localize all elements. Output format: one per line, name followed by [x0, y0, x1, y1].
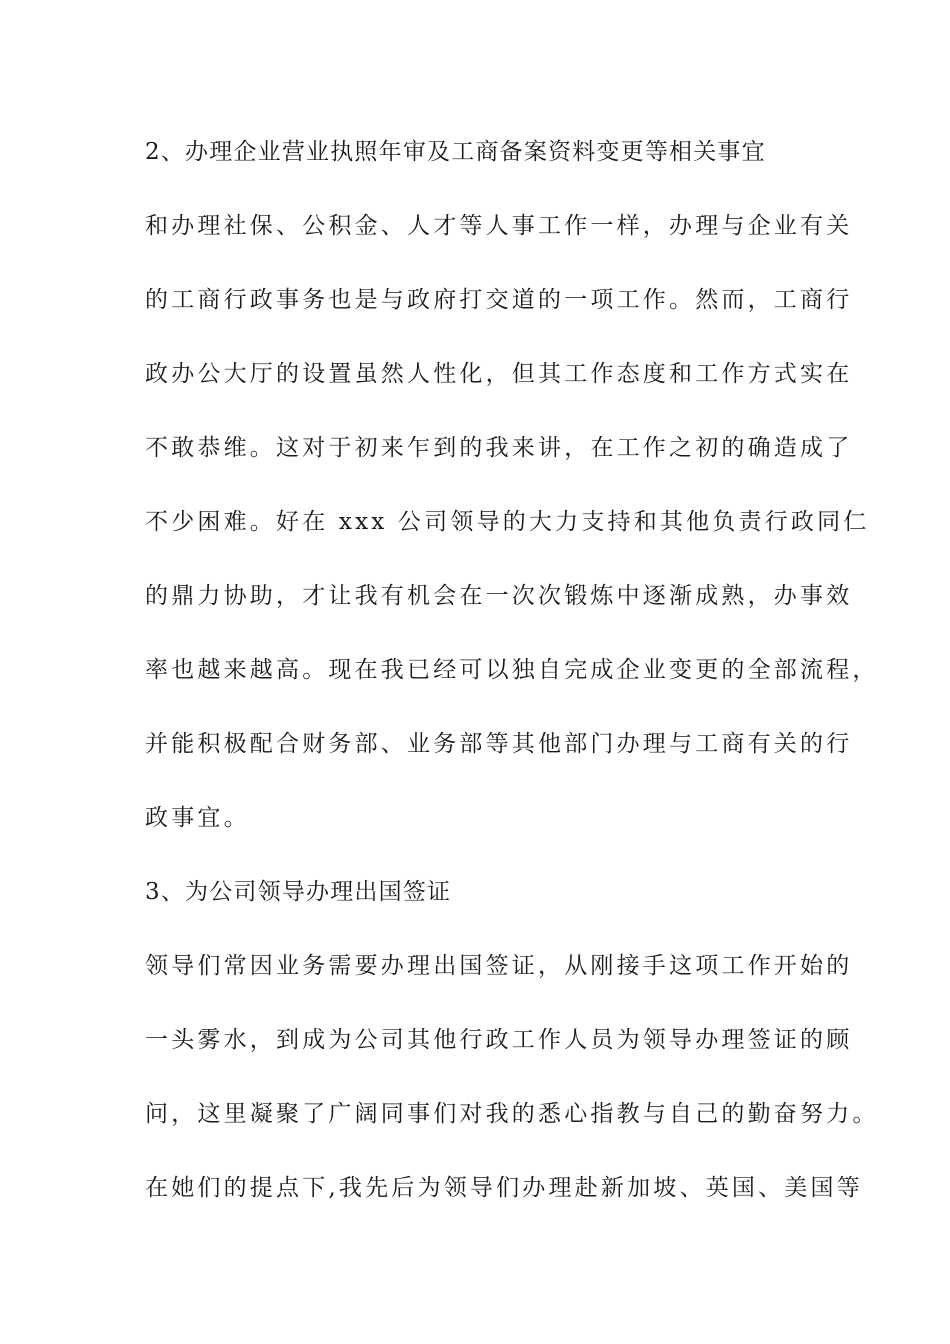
paragraph-line: 率也越来越高。现在我已经可以独自完成企业变更的全部流程，	[145, 657, 879, 683]
paragraph-line: 不敢恭维。这对于初来乍到的我来讲，在工作之初的确造成了	[145, 435, 853, 461]
paragraph-line: 的工商行政事务也是与政府打交道的一项工作。然而，工商行	[145, 287, 853, 313]
section-heading-2: 2、办理企业营业执照年审及工商备案资料变更等相关事宜	[145, 139, 766, 165]
paragraph-line: 的鼎力协助，才让我有机会在一次次锻炼中逐渐成熟，办事效	[145, 583, 853, 609]
paragraph-line: 和办理社保、公积金、人才等人事工作一样，办理与企业有关	[145, 213, 853, 239]
paragraph-line: 问，这里凝聚了广阔同事们对我的悉心指教与自己的勤奋努力。	[145, 1101, 879, 1127]
paragraph-line: 政事宜。	[145, 805, 250, 831]
section-heading-3: 3、为公司领导办理出国签证	[145, 879, 452, 905]
paragraph-line: 在她们的提点下,我先后为领导们办理赴新加坡、英国、美国等	[145, 1175, 863, 1201]
paragraph-line: 一头雾水，到成为公司其他行政工作人员为领导办理签证的顾	[145, 1027, 853, 1053]
paragraph-line: 并能积极配合财务部、业务部等其他部门办理与工商有关的行	[145, 731, 853, 757]
paragraph-line: 不少困难。好在 xxx 公司领导的大力支持和其他负责行政同仁	[145, 509, 870, 535]
paragraph-line: 领导们常因业务需要办理出国签证，从刚接手这项工作开始的	[145, 953, 853, 979]
paragraph-line: 政办公大厅的设置虽然人性化，但其工作态度和工作方式实在	[145, 361, 853, 387]
